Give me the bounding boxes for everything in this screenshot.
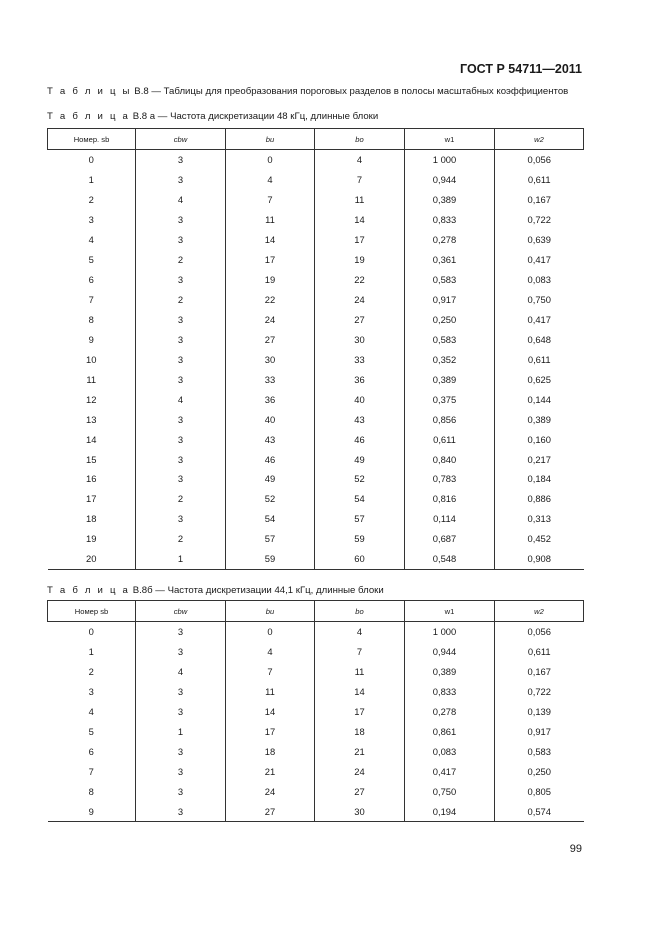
cell-bo: 21: [315, 742, 405, 762]
cell-sb: 5: [48, 250, 136, 270]
table-b: [47, 600, 584, 822]
cell-w2: 0,722: [495, 210, 584, 230]
cell-bo: 40: [315, 389, 405, 409]
cell-w2: 0,722: [495, 682, 584, 702]
cell-cbw: 4: [136, 190, 226, 210]
table-row: [48, 389, 584, 409]
document-code: ГОСТ Р 54711—2011: [460, 62, 582, 76]
cell-sb: 9: [48, 801, 136, 821]
cell-w1: 0,861: [405, 722, 495, 742]
cell-sb: 3: [48, 682, 136, 702]
cell-cbw: 3: [136, 230, 226, 250]
table-row: [48, 190, 584, 210]
cell-bu: 11: [226, 210, 315, 230]
table-row: [48, 622, 584, 642]
table-row: [48, 329, 584, 349]
cell-cbw: 4: [136, 662, 226, 682]
cell-bu: 14: [226, 230, 315, 250]
cell-w1: 0,687: [405, 529, 495, 549]
cell-w2: 0,217: [495, 449, 584, 469]
cell-sb: 14: [48, 429, 136, 449]
cell-sb: 4: [48, 702, 136, 722]
cell-cbw: 3: [136, 702, 226, 722]
cell-w1: 0,944: [405, 642, 495, 662]
table-row: [48, 270, 584, 290]
cell-cbw: 1: [136, 722, 226, 742]
cell-cbw: 3: [136, 429, 226, 449]
cell-w1: 0,833: [405, 682, 495, 702]
table-row: [48, 489, 584, 509]
cell-bu: 59: [226, 549, 315, 569]
cell-bo: 46: [315, 429, 405, 449]
table-row: [48, 310, 584, 330]
table-row: [48, 642, 584, 662]
cell-bu: 49: [226, 469, 315, 489]
cell-cbw: 3: [136, 369, 226, 389]
cell-bu: 57: [226, 529, 315, 549]
cell-w1: 0,783: [405, 469, 495, 489]
cell-bo: 18: [315, 722, 405, 742]
cell-cbw: 3: [136, 409, 226, 429]
cell-w2: 0,583: [495, 742, 584, 762]
cell-bu: 0: [226, 150, 315, 170]
cell-w2: 0,389: [495, 409, 584, 429]
cell-bo: 7: [315, 642, 405, 662]
cell-w2: 0,639: [495, 230, 584, 250]
cell-bu: 30: [226, 349, 315, 369]
table-row: [48, 762, 584, 782]
cell-bu: 4: [226, 642, 315, 662]
cell-w1: 0,352: [405, 349, 495, 369]
table-row: [48, 782, 584, 802]
table-b-body: [48, 622, 584, 822]
cell-w1: 1 000: [405, 622, 495, 642]
cell-w2: 0,805: [495, 782, 584, 802]
cell-bu: 7: [226, 662, 315, 682]
cell-bo: 54: [315, 489, 405, 509]
cell-cbw: 3: [136, 742, 226, 762]
cell-cbw: 3: [136, 762, 226, 782]
cell-sb: 13: [48, 409, 136, 429]
table-b-caption: [47, 585, 384, 596]
column-header: Номер sb: [48, 601, 136, 622]
cell-sb: 8: [48, 310, 136, 330]
cell-bu: 27: [226, 329, 315, 349]
cell-bo: 4: [315, 622, 405, 642]
table-a-caption-text: В.8 а — Частота дискретизации 48 кГц, длинные блоки: [130, 111, 379, 122]
cell-sb: 8: [48, 782, 136, 802]
cell-w2: 0,139: [495, 702, 584, 722]
cell-cbw: 3: [136, 329, 226, 349]
table-header-row: [48, 129, 584, 150]
column-header: cbw: [136, 129, 226, 150]
cell-w1: 0,083: [405, 742, 495, 762]
cell-bu: 40: [226, 409, 315, 429]
cell-bo: 24: [315, 762, 405, 782]
cell-sb: 6: [48, 270, 136, 290]
cell-sb: 6: [48, 742, 136, 762]
cell-w1: 0,114: [405, 509, 495, 529]
table-row: [48, 549, 584, 569]
cell-w2: 0,908: [495, 549, 584, 569]
cell-w1: 0,583: [405, 329, 495, 349]
cell-w2: 0,417: [495, 310, 584, 330]
table-b-caption-text: В.8б — Частота дискретизации 44,1 кГц, длинные блоки: [130, 585, 384, 596]
cell-sb: 20: [48, 549, 136, 569]
column-header: bu: [226, 601, 315, 622]
cell-cbw: 3: [136, 801, 226, 821]
cell-w1: 0,417: [405, 762, 495, 782]
cell-bo: 14: [315, 210, 405, 230]
table-row: [48, 230, 584, 250]
cell-sb: 11: [48, 369, 136, 389]
cell-w1: 0,548: [405, 549, 495, 569]
cell-w1: 0,278: [405, 702, 495, 722]
cell-bu: 46: [226, 449, 315, 469]
cell-bu: 24: [226, 782, 315, 802]
cell-bu: 22: [226, 290, 315, 310]
table-a-body: [48, 150, 584, 570]
cell-bo: 7: [315, 170, 405, 190]
cell-w1: 0,361: [405, 250, 495, 270]
table-row: [48, 742, 584, 762]
column-header: w2: [495, 129, 584, 150]
cell-w1: 0,750: [405, 782, 495, 802]
cell-sb: 16: [48, 469, 136, 489]
main-caption: [47, 86, 568, 97]
cell-bo: 59: [315, 529, 405, 549]
cell-w1: 0,389: [405, 190, 495, 210]
column-header: bu: [226, 129, 315, 150]
cell-cbw: 2: [136, 290, 226, 310]
column-header: w1: [405, 129, 495, 150]
cell-sb: 2: [48, 190, 136, 210]
cell-w2: 0,917: [495, 722, 584, 742]
cell-cbw: 3: [136, 682, 226, 702]
cell-bo: 52: [315, 469, 405, 489]
cell-w2: 0,611: [495, 349, 584, 369]
column-header: bo: [315, 601, 405, 622]
cell-w2: 0,452: [495, 529, 584, 549]
table-header-row: [48, 601, 584, 622]
cell-bu: 36: [226, 389, 315, 409]
cell-cbw: 3: [136, 310, 226, 330]
column-header: bo: [315, 129, 405, 150]
cell-bu: 0: [226, 622, 315, 642]
cell-bu: 27: [226, 801, 315, 821]
cell-w2: 0,083: [495, 270, 584, 290]
cell-cbw: 2: [136, 250, 226, 270]
cell-w1: 0,816: [405, 489, 495, 509]
cell-cbw: 3: [136, 782, 226, 802]
cell-bu: 21: [226, 762, 315, 782]
table-row: [48, 250, 584, 270]
cell-bu: 11: [226, 682, 315, 702]
cell-w2: 0,611: [495, 642, 584, 662]
cell-cbw: 3: [136, 642, 226, 662]
table-row: [48, 409, 584, 429]
cell-bo: 19: [315, 250, 405, 270]
cell-bo: 17: [315, 230, 405, 250]
cell-cbw: 3: [136, 449, 226, 469]
cell-w2: 0,056: [495, 622, 584, 642]
cell-bu: 24: [226, 310, 315, 330]
cell-w1: 0,389: [405, 369, 495, 389]
cell-bo: 60: [315, 549, 405, 569]
cell-w2: 0,167: [495, 190, 584, 210]
cell-sb: 9: [48, 329, 136, 349]
cell-w2: 0,417: [495, 250, 584, 270]
cell-bu: 52: [226, 489, 315, 509]
cell-sb: 5: [48, 722, 136, 742]
main-caption-text: В.8 — Таблицы для преобразования пороговых разделов в полосы масштабных коэффициентов: [131, 86, 569, 97]
cell-w1: 0,856: [405, 409, 495, 429]
cell-w2: 0,144: [495, 389, 584, 409]
table-row: [48, 210, 584, 230]
cell-bo: 30: [315, 329, 405, 349]
cell-cbw: 3: [136, 509, 226, 529]
cell-w1: 0,944: [405, 170, 495, 190]
column-header: cbw: [136, 601, 226, 622]
cell-sb: 7: [48, 290, 136, 310]
table-row: [48, 150, 584, 170]
cell-sb: 1: [48, 642, 136, 662]
cell-cbw: 3: [136, 469, 226, 489]
main-caption-prefix: Т а б л и ц ы: [47, 86, 132, 97]
cell-w2: 0,574: [495, 801, 584, 821]
cell-bo: 49: [315, 449, 405, 469]
cell-bu: 54: [226, 509, 315, 529]
cell-bu: 33: [226, 369, 315, 389]
cell-bo: 11: [315, 662, 405, 682]
cell-w2: 0,184: [495, 469, 584, 489]
cell-bu: 43: [226, 429, 315, 449]
cell-w1: 0,611: [405, 429, 495, 449]
cell-bo: 11: [315, 190, 405, 210]
cell-sb: 3: [48, 210, 136, 230]
table-row: [48, 529, 584, 549]
cell-bo: 14: [315, 682, 405, 702]
table-row: [48, 682, 584, 702]
cell-w1: 0,375: [405, 389, 495, 409]
cell-w2: 0,056: [495, 150, 584, 170]
column-header: w1: [405, 601, 495, 622]
cell-bu: 18: [226, 742, 315, 762]
table-b-caption-prefix: Т а б л и ц а: [47, 585, 131, 596]
page-number: 99: [569, 843, 582, 855]
cell-sb: 19: [48, 529, 136, 549]
cell-sb: 10: [48, 349, 136, 369]
cell-w1: 0,840: [405, 449, 495, 469]
cell-w2: 0,648: [495, 329, 584, 349]
cell-sb: 15: [48, 449, 136, 469]
cell-bu: 7: [226, 190, 315, 210]
column-header: w2: [495, 601, 584, 622]
cell-w1: 0,833: [405, 210, 495, 230]
cell-bo: 57: [315, 509, 405, 529]
cell-cbw: 3: [136, 622, 226, 642]
cell-sb: 2: [48, 662, 136, 682]
cell-bu: 19: [226, 270, 315, 290]
cell-cbw: 3: [136, 170, 226, 190]
cell-cbw: 3: [136, 270, 226, 290]
cell-cbw: 3: [136, 349, 226, 369]
cell-cbw: 3: [136, 210, 226, 230]
table-a-caption-prefix: Т а б л и ц а: [47, 111, 131, 122]
table-row: [48, 369, 584, 389]
cell-bo: 4: [315, 150, 405, 170]
table-row: [48, 722, 584, 742]
cell-w1: 1 000: [405, 150, 495, 170]
cell-cbw: 3: [136, 150, 226, 170]
cell-sb: 0: [48, 150, 136, 170]
cell-bo: 22: [315, 270, 405, 290]
cell-bo: 36: [315, 369, 405, 389]
cell-bu: 17: [226, 722, 315, 742]
cell-w2: 0,167: [495, 662, 584, 682]
cell-w2: 0,886: [495, 489, 584, 509]
cell-w2: 0,750: [495, 290, 584, 310]
table-row: [48, 170, 584, 190]
cell-cbw: 2: [136, 529, 226, 549]
cell-bo: 30: [315, 801, 405, 821]
cell-sb: 12: [48, 389, 136, 409]
table-row: [48, 801, 584, 821]
cell-bo: 27: [315, 782, 405, 802]
cell-bu: 17: [226, 250, 315, 270]
cell-sb: 4: [48, 230, 136, 250]
cell-w1: 0,917: [405, 290, 495, 310]
table-a-caption: [47, 111, 378, 122]
cell-w2: 0,160: [495, 429, 584, 449]
table-row: [48, 662, 584, 682]
cell-w1: 0,389: [405, 662, 495, 682]
table-row: [48, 469, 584, 489]
cell-sb: 7: [48, 762, 136, 782]
cell-cbw: 4: [136, 389, 226, 409]
cell-w2: 0,250: [495, 762, 584, 782]
cell-sb: 0: [48, 622, 136, 642]
cell-bu: 4: [226, 170, 315, 190]
cell-bo: 33: [315, 349, 405, 369]
table-row: [48, 509, 584, 529]
cell-sb: 18: [48, 509, 136, 529]
cell-w1: 0,278: [405, 230, 495, 250]
table-row: [48, 449, 584, 469]
cell-w1: 0,583: [405, 270, 495, 290]
cell-sb: 17: [48, 489, 136, 509]
table-row: [48, 702, 584, 722]
cell-bo: 17: [315, 702, 405, 722]
table-row: [48, 429, 584, 449]
cell-w2: 0,625: [495, 369, 584, 389]
table-row: [48, 290, 584, 310]
cell-bu: 14: [226, 702, 315, 722]
cell-w2: 0,611: [495, 170, 584, 190]
table-row: [48, 349, 584, 369]
cell-bo: 24: [315, 290, 405, 310]
cell-cbw: 1: [136, 549, 226, 569]
cell-cbw: 2: [136, 489, 226, 509]
table-a: [47, 128, 584, 570]
cell-w1: 0,250: [405, 310, 495, 330]
cell-bo: 27: [315, 310, 405, 330]
cell-w2: 0,313: [495, 509, 584, 529]
column-header: Номер. sb: [48, 129, 136, 150]
cell-sb: 1: [48, 170, 136, 190]
cell-bo: 43: [315, 409, 405, 429]
cell-w1: 0,194: [405, 801, 495, 821]
